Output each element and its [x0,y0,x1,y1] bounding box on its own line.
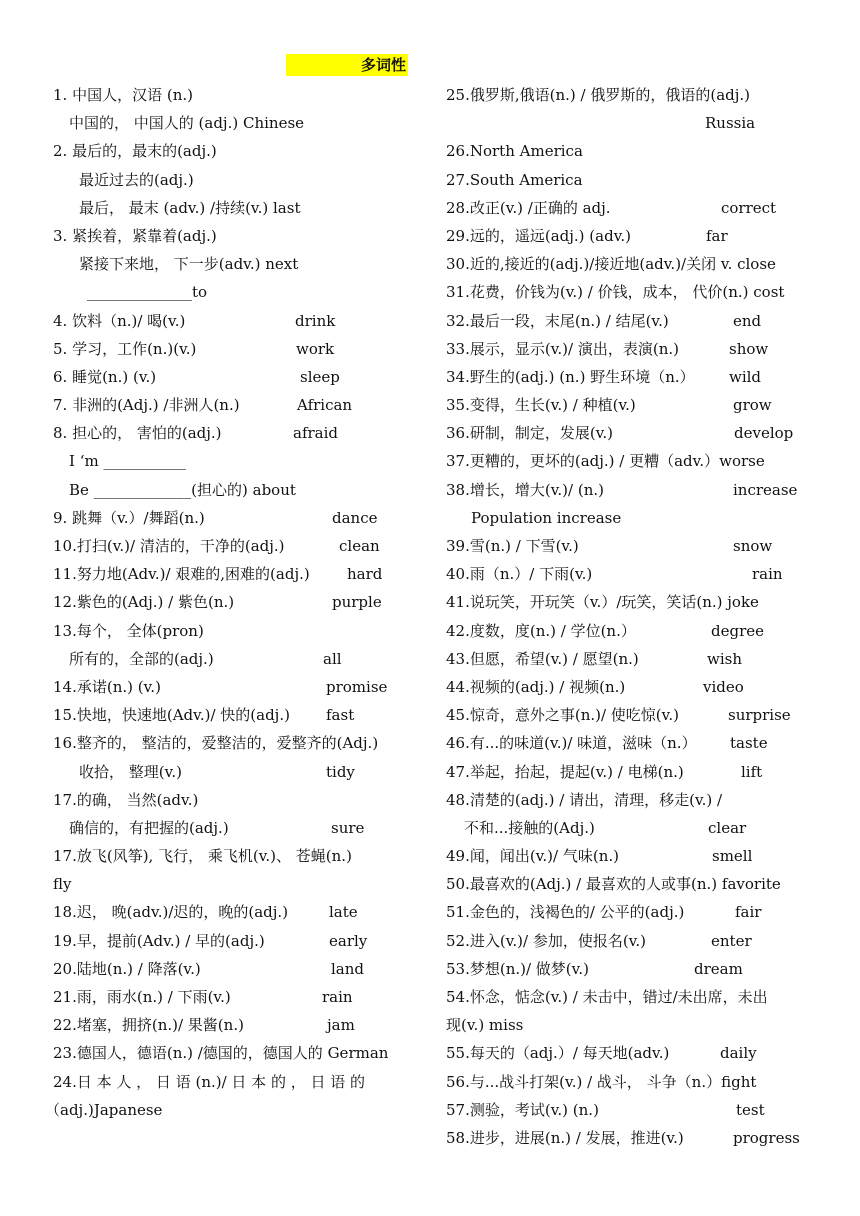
vocab-line [446,137,814,165]
entry-word: correct [721,198,777,217]
entry-text: 46.有...的味道(v.)/ 味道，滋味（n.） [446,734,697,753]
vocab-line [446,250,814,278]
entry-text: 2. 最后的，最末的(adj.) [53,142,217,161]
entry-word: clear [708,818,747,837]
vocab-line [53,955,415,983]
entry-word: clean [339,537,380,555]
entry-text: 18.迟， 晚(adv.)/迟的，晚的(adj.) [53,903,289,922]
entry-text: 10.打扫(v.)/ 清洁的，干净的(adj.) [53,537,285,555]
entry-word: test [736,1100,765,1119]
entry-word: grow [733,396,772,415]
vocab-line [446,645,814,673]
entry-word: wish [707,649,742,668]
entry-text: 35.变得，生长(v.) / 种植(v.) [446,396,636,415]
vocab-line [53,137,415,165]
entry-word: enter [711,931,752,950]
vocab-line [53,729,415,757]
vocab-line [446,588,814,616]
entry-text: 17.放飞(风筝), 飞行， 乘飞机(v.)、 苍蝇(n.) [53,847,352,866]
vocab-line [53,476,415,504]
entry-text: 16.整齐的， 整洁的，爱整洁的，爱整齐的(Adj.) [53,734,379,753]
entry-text: 26.North America [446,142,583,161]
entry-text: 47.举起，抬起，提起(v.) / 电梯(n.) [446,762,684,781]
vocab-line [446,1096,814,1124]
entry-text: 现(v.) miss [446,1016,524,1035]
entry-text: 3. 紧挨着，紧靠着(adj.) [53,226,217,245]
vocab-line [446,278,814,306]
vocab-line [446,729,814,757]
vocab-line [53,927,415,955]
entry-text: 38.增长，增大(v.)/ (n.) [446,480,604,499]
vocab-line [446,1011,814,1039]
vocab-line [53,81,415,109]
entry-word: early [329,931,368,950]
vocab-line [53,250,415,278]
entry-text: 6. 睡觉(n.) (v.) [53,367,157,386]
vocab-line [446,560,814,588]
entry-text: Russia [705,114,756,133]
vocab-line [53,222,415,250]
vocab-line [446,983,814,1011]
vocab-line [446,1039,814,1067]
entry-text: 50.最喜欢的(Adj.) / 最喜欢的人或事(n.) favorite [446,875,781,894]
entry-text: 28.改正(v.) /正确的 adj. [446,198,611,217]
entry-word: rain [752,565,783,584]
entry-word: fair [735,903,762,922]
vocab-line [53,391,415,419]
entry-text: 42.度数，度(n.) / 学位(n.） [446,621,636,640]
right-column [446,81,814,1152]
entry-text: 34.野生的(adj.) (n.) 野生环境（n.） [446,367,695,386]
vocab-line [53,870,415,898]
vocab-line [446,307,814,335]
entry-word: jam [327,1016,355,1035]
entry-text: 37.更糟的，更坏的(adj.) / 更糟（adv.）worse [446,452,765,471]
vocab-line [53,1068,415,1096]
vocab-line [53,645,415,673]
vocab-line [53,814,415,842]
entry-text: 43.但愿，希望(v.) / 愿望(n.) [446,649,639,668]
entry-word: end [733,311,762,330]
entry-word: show [729,339,769,358]
entry-word: hard [347,565,383,584]
entry-word: promise [326,677,388,696]
entry-word: tidy [326,762,355,781]
entry-text: 53.梦想(n.)/ 做梦(v.) [446,959,589,978]
entry-word: taste [730,734,768,753]
vocab-line [53,758,415,786]
entry-text: 23.德国人，德语(n.) /德国的，德国人的 German [53,1044,389,1063]
entry-text: 55.每天的（adj.）/ 每天地(adv.) [446,1044,670,1063]
vocab-line [53,588,415,616]
entry-text: 58.进步，进展(n.) / 发展，推进(v.) [446,1128,684,1147]
vocab-line [446,504,814,532]
vocab-line [446,109,814,137]
entry-text: I ‘m ___________ [69,452,186,471]
entry-word: afraid [293,424,339,443]
entry-text: 1. 中国人，汉语 (n.) [53,86,193,104]
entry-word: rain [322,988,353,1006]
entry-text: 49.闻，闻出(v.)/ 气味(n.) [446,847,619,866]
vocab-line [446,814,814,842]
entry-word: land [331,959,365,978]
entry-text: 不和...接触的(Adj.) [464,818,595,837]
entry-text: 24.日 本 人 ， 日 语 (n.)/ 日 本 的 ， 日 语 的 [53,1072,366,1091]
entry-text: 紧接下来地， 下一步(adv.) next [79,255,299,274]
entry-text: 最近过去的(adj.) [79,170,194,189]
entry-text: 45.惊奇，意外之事(n.)/ 使吃惊(v.) [446,706,679,725]
entry-text: 中国的， 中国人的 (adj.) Chinese [69,114,305,133]
entry-text: 5. 学习，工作(n.)(v.) [53,339,197,358]
entry-text: 20.陆地(n.) / 降落(v.) [53,959,201,978]
vocab-line [53,335,415,363]
vocab-line [53,194,415,222]
vocab-line [446,786,814,814]
vocab-line [446,363,814,391]
entry-text: 41.说玩笑，开玩笑（v.）/玩笑，笑话(n.) joke [446,593,759,612]
vocab-line [53,447,415,475]
vocab-line [446,1124,814,1152]
vocab-line [53,307,415,335]
entry-word: sure [331,818,365,837]
vocab-line [53,617,415,645]
vocab-line [446,447,814,475]
entry-text: ______________to [87,283,208,302]
entry-text: Population increase [471,508,622,527]
vocab-line [446,870,814,898]
vocab-line [53,673,415,701]
vocab-line [446,166,814,194]
entry-text: 27.South America [446,170,583,189]
entry-word: drink [295,311,336,330]
vocab-line [53,1039,415,1067]
vocab-line [53,419,415,447]
entry-word: purple [332,593,382,612]
entry-text: 36.研制，制定，发展(v.) [446,424,614,443]
entry-text: 12.紫色的(Adj.) / 紫色(n.) [53,593,235,612]
entry-word: work [296,339,335,358]
page-title: 多词性 [286,54,408,76]
entry-text: （adj.)Japanese [45,1100,163,1119]
entry-text: Be _____________(担心的) about [69,480,296,499]
entry-text: 15.快地，快速地(Adv.)/ 快的(adj.) [53,706,290,725]
vocab-line [446,391,814,419]
vocab-line [446,758,814,786]
entry-word: dream [694,959,743,978]
entry-word: video [703,677,744,696]
vocab-line [53,363,415,391]
vocab-line [53,504,415,532]
vocab-line [446,955,814,983]
entry-text: 56.与...战斗打架(v.) / 战斗， 斗争（n.）fight [446,1072,757,1091]
entry-text: 54.怀念，惦念(v.) / 未击中，错过/未出席，未出 [446,988,768,1006]
entry-text: 11.努力地(Adv.)/ 艰难的,困难的(adj.) [53,565,310,584]
left-column [45,81,415,1124]
entry-text: 30.近的,接近的(adj.)/接近地(adv.)/关闭 v. close [446,255,776,274]
entry-text: 57.测验，考试(v.) (n.) [446,1100,599,1119]
entry-word: lift [741,762,763,781]
entry-text: 44.视频的(adj.) / 视频(n.) [446,677,626,696]
entry-text: 17.的确， 当然(adv.) [53,790,199,809]
vocab-line [446,222,814,250]
entry-word: wild [729,367,762,386]
entry-word: daily [720,1044,757,1063]
vocab-line [53,166,415,194]
entry-text: 25.俄罗斯,俄语(n.) / 俄罗斯的，俄语的(adj.) [446,86,751,104]
vocab-line [446,419,814,447]
entry-text: 8. 担心的， 害怕的(adj.) [53,424,222,443]
entry-text: 31.花费，价钱为(v.) / 价钱，成本， 代价(n.) cost [446,283,785,302]
entry-text: 29.远的，遥远(adj.) (adv.) [446,226,632,245]
entry-word: far [706,226,728,245]
vocab-line [446,1068,814,1096]
vocab-line [53,701,415,729]
entry-text: 33.展示，显示(v.)/ 演出，表演(n.) [446,339,679,358]
entry-word: snow [733,537,773,555]
vocab-line [446,81,814,109]
entry-word: surprise [728,706,791,725]
vocab-line [53,278,415,306]
entry-word: dance [332,508,378,527]
entry-text: 40.雨（n.）/ 下雨(v.) [446,565,593,584]
vocab-line [446,335,814,363]
vocab-line [53,532,415,560]
entry-word: sleep [300,367,340,386]
entry-text: fly [53,875,72,894]
entry-text: 最后， 最末 (adv.) /持续(v.) last [79,198,301,217]
entry-text: 52.进入(v.)/ 参加，使报名(v.) [446,931,647,950]
entry-text: 13.每个， 全体(pron) [53,621,204,640]
vocab-line [446,532,814,560]
entry-word: progress [733,1128,800,1147]
entry-word: develop [734,424,794,443]
entry-text: 4. 饮料（n.)/ 喝(v.) [53,311,186,330]
vocab-line [446,673,814,701]
vocab-line [53,786,415,814]
entry-text: 48.清楚的(adj.) / 请出，清理，移走(v.) / [446,790,723,809]
entry-text: 32.最后一段，末尾(n.) / 结尾(v.) [446,311,669,330]
entry-text: 51.金色的，浅褐色的/ 公平的(adj.) [446,903,685,922]
entry-word: smell [712,847,753,866]
entry-text: 14.承诺(n.) (v.) [53,677,161,696]
vocab-line [53,1011,415,1039]
entry-text: 7. 非洲的(Adj.) /非洲人(n.) [53,396,240,415]
vocab-line [53,109,415,137]
vocab-line [446,617,814,645]
entry-word: late [329,903,358,922]
vocab-line [53,898,415,926]
vocab-line [446,476,814,504]
entry-word: African [297,396,353,415]
vocab-line [446,927,814,955]
entry-text: 所有的，全部的(adj.) [69,649,214,668]
entry-text: 39.雪(n.) / 下雪(v.) [446,537,579,555]
vocab-line [446,701,814,729]
vocab-line [446,898,814,926]
vocab-line [53,560,415,588]
entry-text: 19.早，提前(Adv.) / 早的(adj.) [53,931,265,950]
entry-text: 21.雨，雨水(n.) / 下雨(v.) [53,988,231,1006]
vocab-line [446,842,814,870]
entry-text: 22.堵塞，拥挤(n.)/ 果酱(n.) [53,1016,244,1035]
vocab-line [446,194,814,222]
vocab-line [53,842,415,870]
vocab-line [53,983,415,1011]
entry-text: 9. 跳舞（v.）/舞蹈(n.) [53,508,205,527]
entry-text: 收拾， 整理(v.) [79,762,182,781]
entry-word: fast [326,706,355,725]
vocab-line [45,1096,415,1124]
entry-word: all [323,649,342,668]
entry-word: increase [733,480,798,499]
entry-text: 确信的，有把握的(adj.) [69,818,229,837]
entry-word: degree [711,621,765,640]
